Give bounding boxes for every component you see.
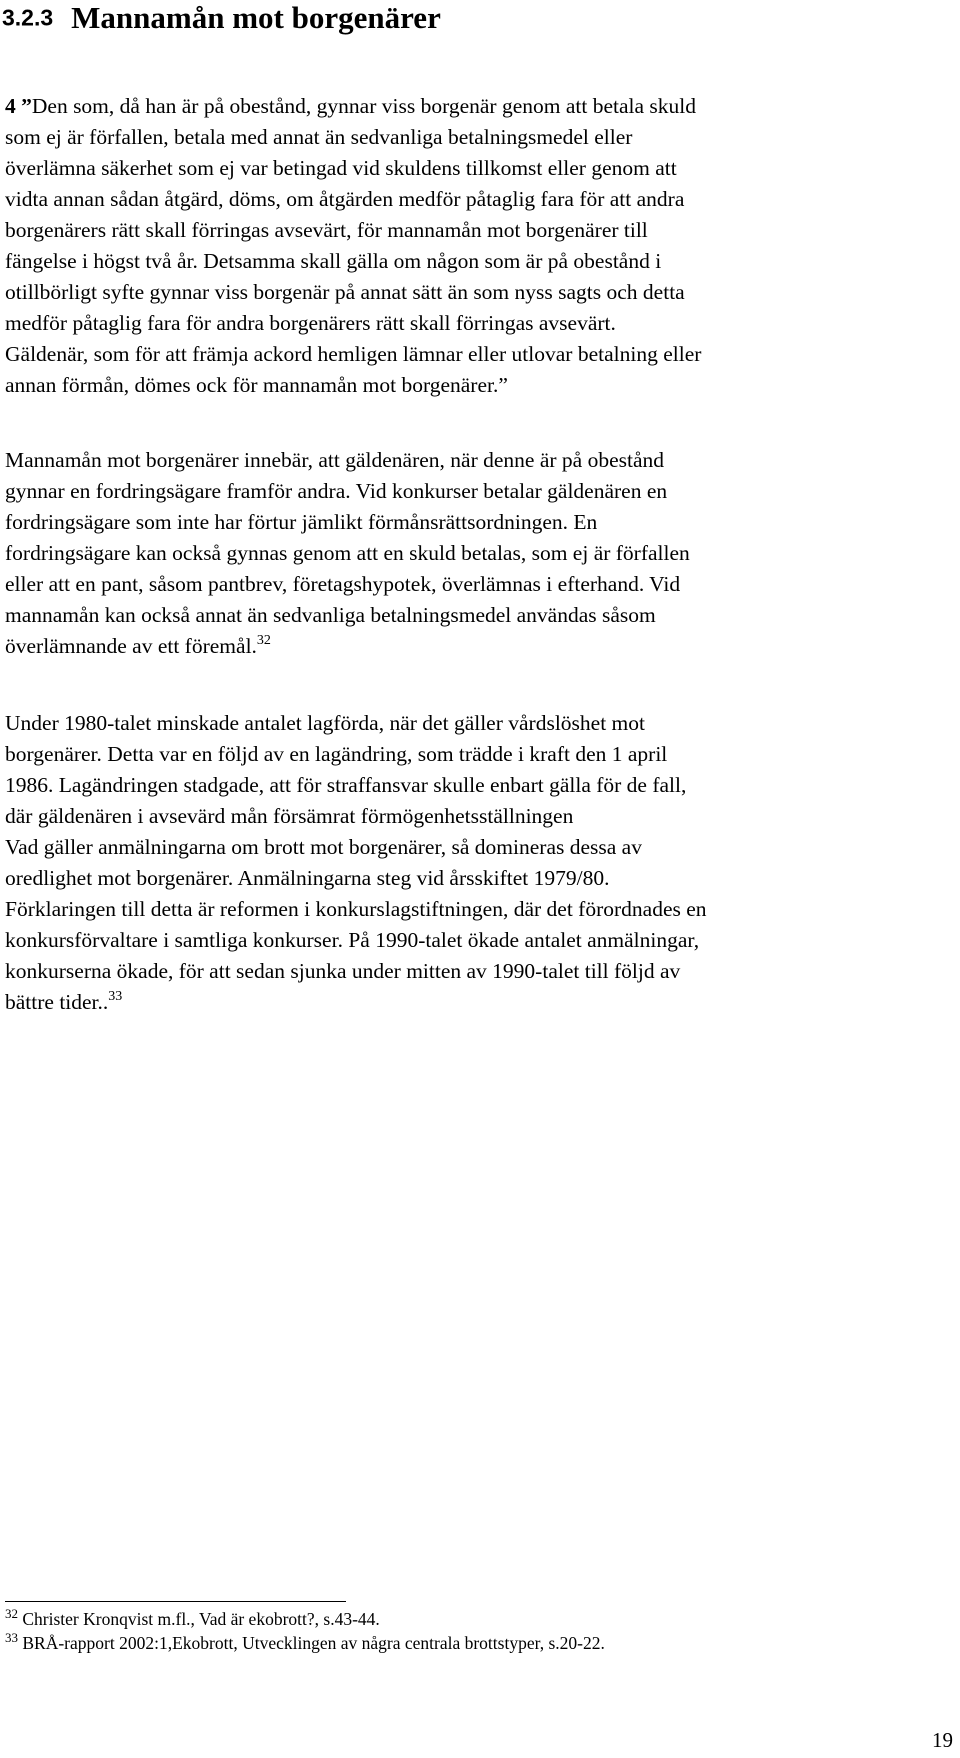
paragraph-line: Mannamån mot borgenärer innebär, att gäldenären, när denne är på obestånd <box>5 448 664 472</box>
law-quote-line: fängelse i högst två år. Detsamma skall gälla om någon som är på obestånd i <box>5 249 662 273</box>
paragraph-line <box>5 987 945 1018</box>
paragraph-line: borgenärer. Detta var en följd av en lagändring, som trädde i kraft den 1 april <box>5 742 668 766</box>
law-quote-paragraph <box>5 91 945 401</box>
law-quote-line: som ej är förfallen, betala med annat än sedvanliga betalningsmedel eller <box>5 125 633 149</box>
footnote-text: BRÅ-rapport 2002:1,Ekobrott, Utvecklingen av några centrala brottstyper, s.20-22. <box>22 1633 605 1653</box>
footnote-number: 32 <box>5 1606 18 1621</box>
footnote-number: 33 <box>5 1630 18 1645</box>
law-quote-line: vidta annan sådan åtgärd, döms, om åtgärden medför påtaglig fara för att andra <box>5 187 685 211</box>
section-title: Mannamån mot borgenärer <box>71 0 441 35</box>
law-quote-line: medför påtaglig fara för andra borgenärers rätt skall förringas avsevärt. <box>5 311 616 335</box>
law-quote-first-text: Den som, då han är på obestånd, gynnar viss borgenär genom att betala skuld <box>31 94 697 118</box>
law-quote-line: otillbörligt syfte gynnar viss borgenär på annat sätt än som nyss sagts och detta <box>5 280 685 304</box>
paragraph-line: där gäldenären i avsevärd mån försämrat förmögenhetsställningen <box>5 804 574 828</box>
footnote-32 <box>5 1608 380 1630</box>
footnote-ref-33[interactable]: 33 <box>108 989 123 1004</box>
section-heading <box>2 0 942 34</box>
paragraph-statistics <box>5 708 945 1018</box>
paragraph-line <box>5 631 945 662</box>
paragraph-last-text: bättre tider.. <box>5 990 109 1014</box>
paragraph-line: 1986. Lagändringen stadgade, att för straffansvar skulle enbart gälla för de fall, <box>5 773 687 797</box>
footnote-text: Christer Kronqvist m.fl., Vad är ekobrott?, s.43-44. <box>22 1609 380 1629</box>
quote-marker: 4 ” <box>5 94 32 118</box>
paragraph-line: konkursförvaltare i samtliga konkurser. På 1990-talet ökade antalet anmälningar, <box>5 928 700 952</box>
section-number: 3.2.3 <box>2 4 54 31</box>
paragraph-line: fordringsägare kan också gynnas genom att en skuld betalas, som ej är förfallen <box>5 541 690 565</box>
law-quote-line <box>5 91 945 122</box>
paragraph-line: Under 1980-talet minskade antalet lagförda, när det gäller vårdslöshet mot <box>5 711 646 735</box>
footnote-divider <box>5 1601 346 1602</box>
law-quote-line: annan förmån, dömes ock för mannamån mot borgenärer.” <box>5 373 508 397</box>
footnote-33 <box>5 1632 605 1654</box>
paragraph-line: gynnar en fordringsägare framför andra. Vid konkurser betalar gäldenären en <box>5 479 668 503</box>
footnote-ref-32[interactable]: 32 <box>256 633 271 648</box>
paragraph-line: Vad gäller anmälningarna om brott mot borgenärer, så domineras dessa av <box>5 835 642 859</box>
paragraph-line: mannamån kan också annat än sedvanliga betalningsmedel användas såsom <box>5 603 656 627</box>
paragraph-mannamaan-definition <box>5 445 945 662</box>
paragraph-last-text: överlämnande av ett föremål. <box>5 634 257 658</box>
paragraph-line: Förklaringen till detta är reformen i konkurslagstiftningen, där det förordnades en <box>5 897 707 921</box>
paragraph-line: oredlighet mot borgenärer. Anmälningarna steg vid årsskiftet 1979/80. <box>5 866 610 890</box>
law-quote-line: borgenärers rätt skall förringas avsevärt, för mannamån mot borgenärer till <box>5 218 648 242</box>
paragraph-line: fordringsägare som inte har förtur jämlikt förmånsrättsordningen. En <box>5 510 598 534</box>
paragraph-line: eller att en pant, såsom pantbrev, företagshypotek, överlämnas i efterhand. Vid <box>5 572 681 596</box>
paragraph-line: konkurserna ökade, för att sedan sjunka under mitten av 1990-talet till följd av <box>5 959 681 983</box>
page-number: 19 <box>932 1728 953 1752</box>
law-quote-line: överlämna säkerhet som ej var betingad vid skuldens tillkomst eller genom att <box>5 156 677 180</box>
law-quote-line: Gäldenär, som för att främja ackord hemligen lämnar eller utlovar betalning eller <box>5 342 702 366</box>
